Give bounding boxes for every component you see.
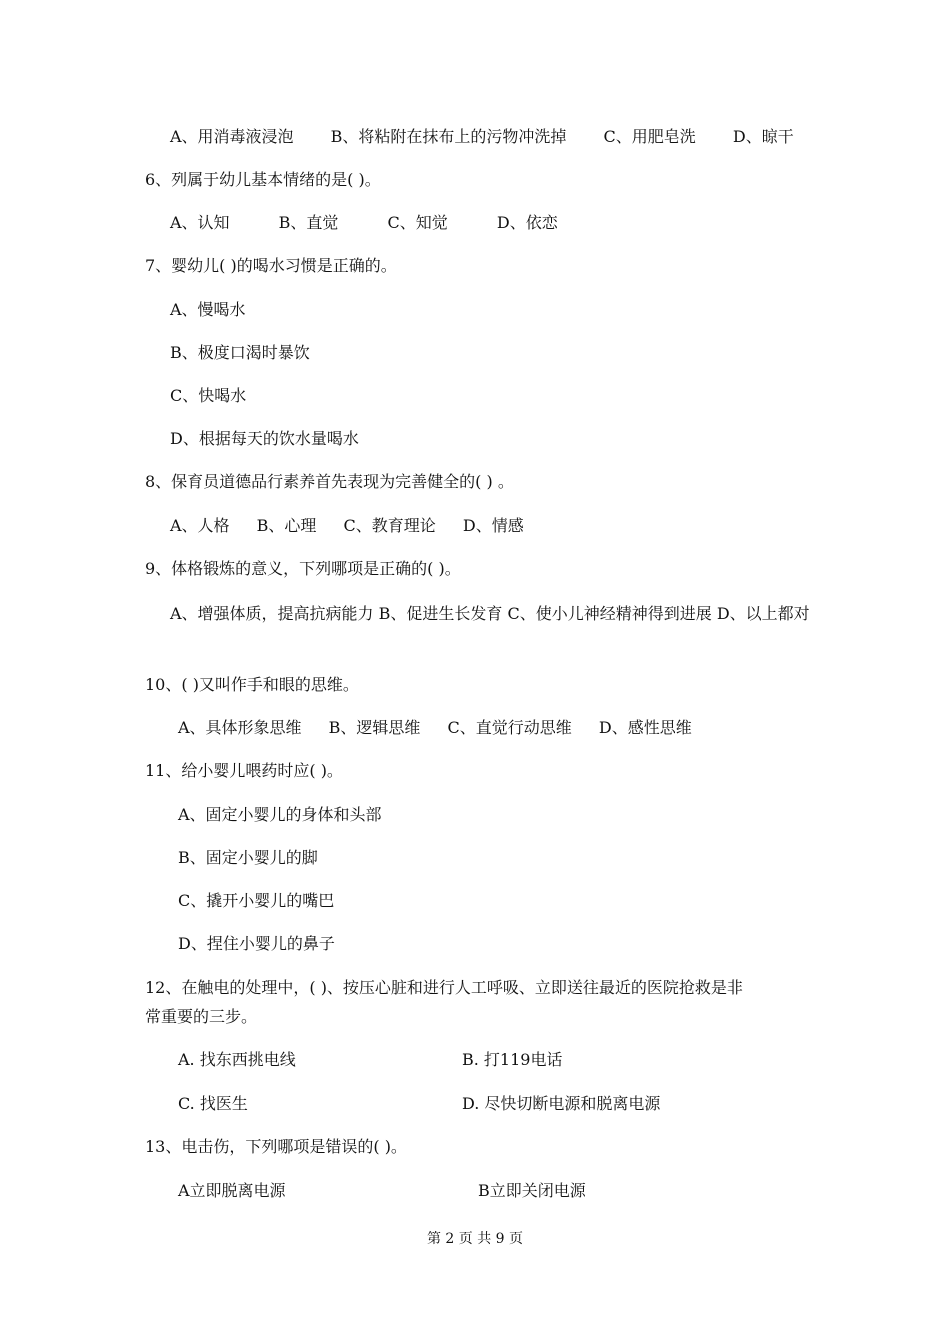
q8-option-c: C、教育理论	[343, 516, 436, 535]
q11-option-d: D、捏住小婴儿的鼻子	[178, 934, 335, 953]
q12-stem-line2: 常重要的三步。	[145, 1007, 258, 1026]
q12-option-c: C. 找医生	[178, 1094, 248, 1113]
q6-option-b: B、直觉	[278, 213, 339, 232]
q6-option-d: D、依恋	[496, 213, 558, 232]
q8-option-d: D、情感	[462, 516, 524, 535]
q8-options	[170, 515, 546, 537]
q8-option-b: B、心理	[256, 516, 317, 535]
q6-option-c: C、知觉	[387, 213, 448, 232]
q10-option-c: C、直觉行动思维	[447, 718, 572, 737]
q5-option-c: C、用肥皂洗	[603, 127, 696, 146]
q6-option-a: A、认知	[170, 213, 230, 232]
q11-option-c: C、撬开小婴儿的嘴巴	[178, 891, 335, 910]
q5-options	[170, 126, 826, 148]
q12-option-b: B. 打119电话	[462, 1050, 563, 1069]
q7-option-b: B、极度口渴时暴饮	[170, 343, 310, 362]
q12-option-a: A. 找东西挑电线	[178, 1050, 296, 1069]
q7-option-a: A、慢喝水	[170, 300, 246, 319]
q11-option-a: A、固定小婴儿的身体和头部	[178, 805, 382, 824]
q10-option-b: B、逻辑思维	[328, 718, 421, 737]
q5-option-d: D、晾干	[732, 127, 794, 146]
q9-stem: 9、体格锻炼的意义，下列哪项是正确的( )。	[145, 559, 461, 578]
q12-stem-line1: 12、在触电的处理中，( )、按压心脏和进行人工呼吸、立即送往最近的医院抢救是非	[145, 978, 743, 997]
page-number-footer: 第 2 页 共 9 页	[426, 1231, 524, 1247]
q10-options	[178, 717, 714, 739]
q13-option-a: A立即脱离电源	[178, 1181, 286, 1200]
q13-stem: 13、电击伤，下列哪项是错误的( )。	[145, 1137, 407, 1156]
q6-options	[170, 212, 590, 234]
q11-stem: 11、给小婴儿喂药时应( )。	[145, 761, 343, 780]
q10-stem: 10、( )又叫作手和眼的思维。	[145, 675, 359, 694]
q10-option-d: D、感性思维	[598, 718, 692, 737]
q12-option-d: D. 尽快切断电源和脱离电源	[462, 1094, 661, 1113]
q7-option-c: C、快喝水	[170, 386, 247, 405]
q7-stem: 7、婴幼儿( )的喝水习惯是正确的。	[145, 256, 397, 275]
q13-option-b: B立即关闭电源	[478, 1181, 586, 1200]
q9-options: A、增强体质，提高抗病能力 B、促进生长发育 C、使小儿神经精神得到进展 D、以上都对	[170, 604, 810, 623]
q11-option-b: B、固定小婴儿的脚	[178, 848, 318, 867]
q8-option-a: A、人格	[170, 516, 230, 535]
q7-option-d: D、根据每天的饮水量喝水	[170, 429, 359, 448]
q8-stem: 8、保育员道德品行素养首先表现为完善健全的( ) 。	[145, 472, 514, 491]
q5-option-a: A、用消毒液浸泡	[170, 127, 294, 146]
q5-option-b: B、将粘附在抹布上的污物冲洗掉	[330, 127, 567, 146]
q6-stem: 6、列属于幼儿基本情绪的是( )。	[145, 170, 381, 189]
q10-option-a: A、具体形象思维	[178, 718, 302, 737]
